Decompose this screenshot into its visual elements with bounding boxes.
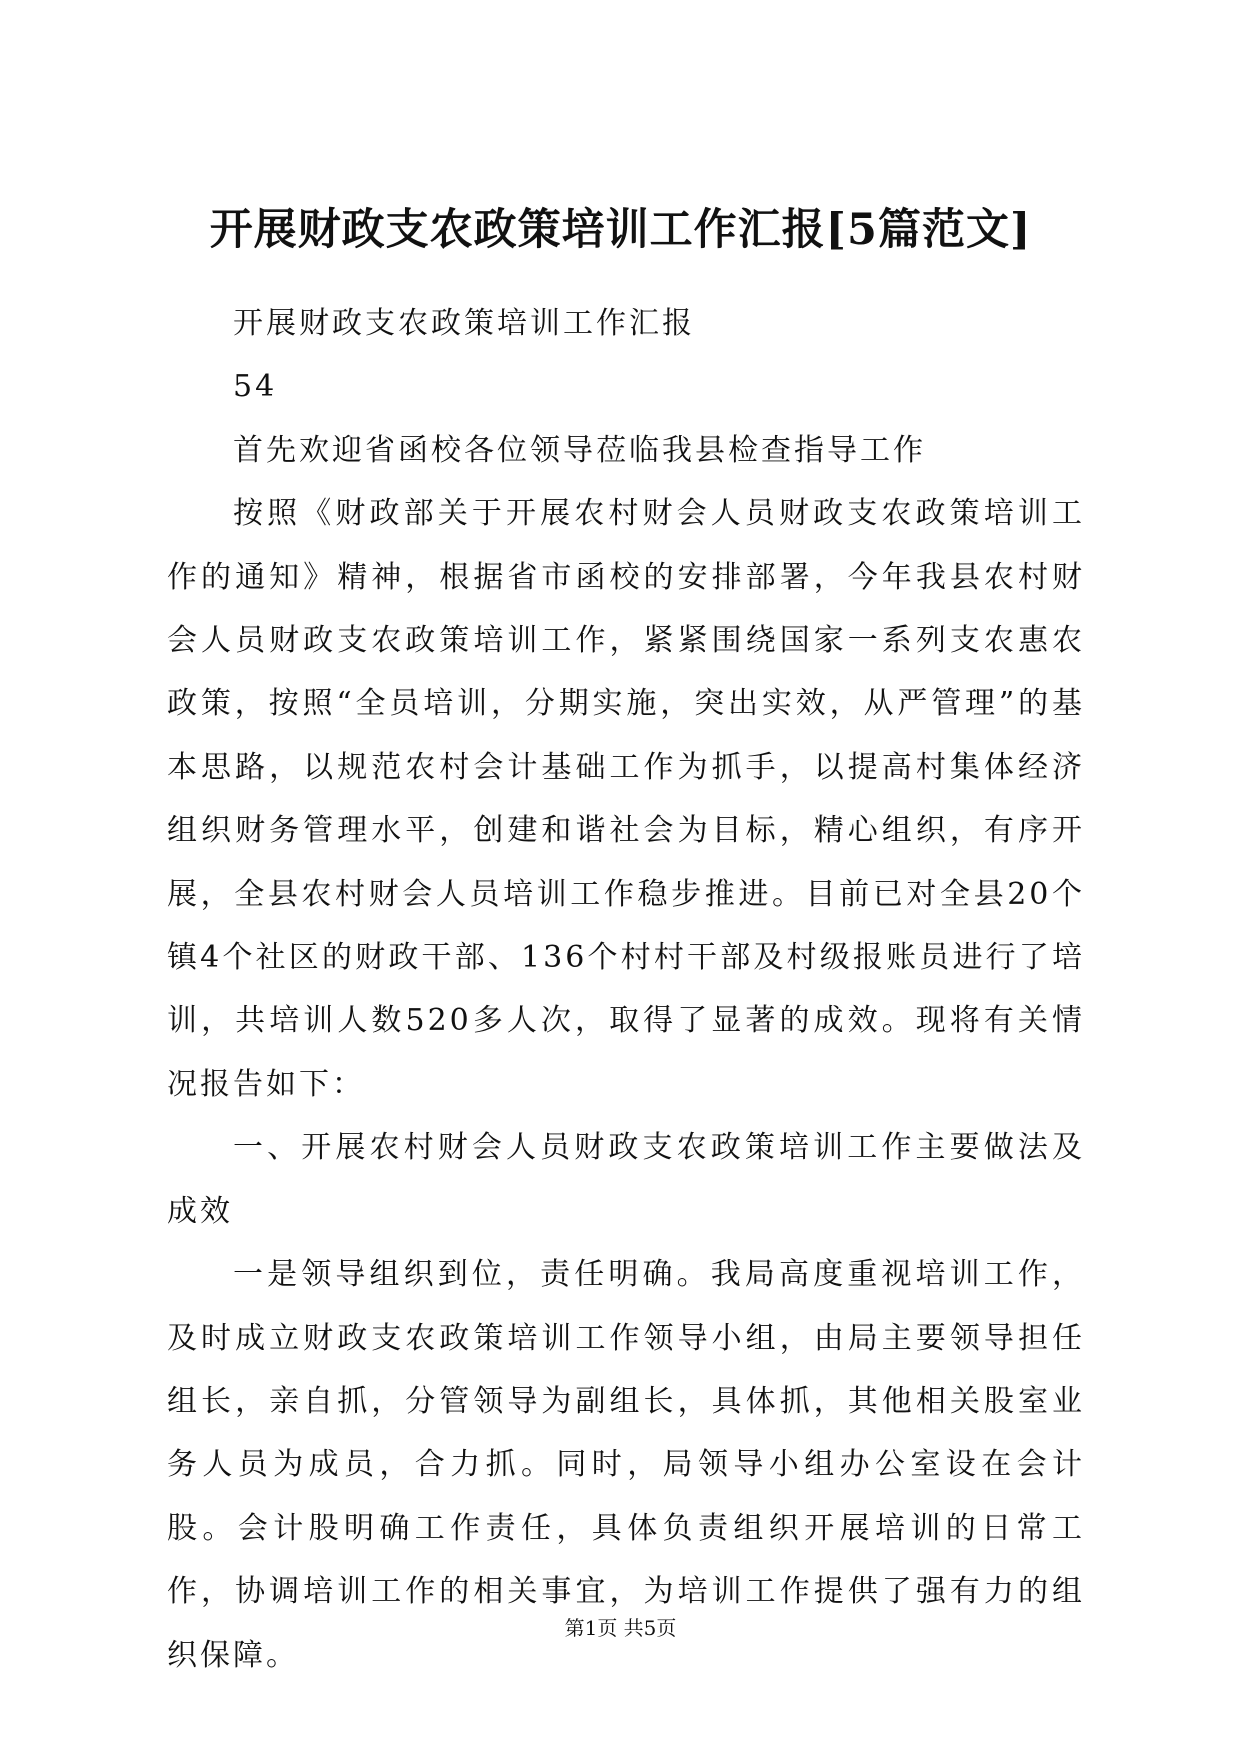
- page-footer: 第1页 共5页: [564, 1616, 677, 1640]
- document-body: [167, 292, 1085, 1687]
- document-title: 开展财政支农政策培训工作汇报[5篇范文]: [209, 205, 1032, 255]
- paragraph-welcome: 首先欢迎省函校各位领导莅临我县检查指导工作: [233, 432, 926, 468]
- paragraph-intro: 按照《财政部关于开展农村财会人员财政支农政策培训工作的通知》精神，根据省市函校的安排部署，今年我县农村财会人员财政支农政策培训工作，紧紧围绕国家一系列支农惠农政策，按照“全员培训，分期实施，突出实效，从严管理”的基本思路，以规范农村会计基础工作为抓手，以提高村集体经济组织财务管理水平，创建和谐社会为目标，精心组织，有序开展，全县农村财会人员培训工作稳步推进。目前已对全县20个镇4个社区的财政干部、136个村村干部及村级报账员进行了培训，共培训人数520多人次，取得了显著的成效。现将有关情况报告如下：: [167, 496, 1085, 1102]
- paragraph-subtitle: 开展财政支农政策培训工作汇报: [233, 306, 695, 341]
- paragraph-number: 54: [233, 369, 278, 405]
- paragraph-section-heading: 一、开展农村财会人员财政支农政策培训工作主要做法及成效: [167, 1130, 1085, 1229]
- paragraph-leadership: 一是领导组织到位，责任明确。我局高度重视培训工作，及时成立财政支农政策培训工作领导小组，由局主要领导担任组长，亲自抓，分管领导为副组长，具体抓，其他相关股室业务人员为成员，合力抓。同时，局领导小组办公室设在会计股。会计股明确工作责任，具体负责组织开展培训的日常工作，协调培训工作的相关事宜，为培训工作提供了强有力的组织保障。: [167, 1257, 1085, 1673]
